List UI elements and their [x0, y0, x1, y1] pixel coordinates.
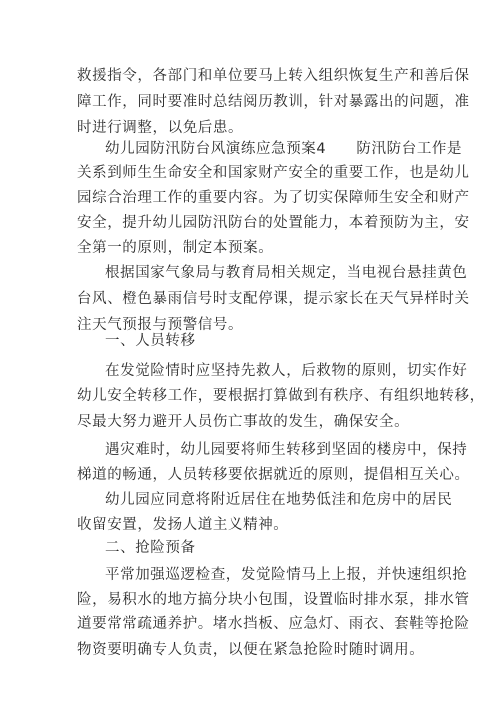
section-heading-rescue-preparation: 二、抢险预备	[105, 540, 196, 556]
text-line: 障工作，同时要准时总结阅历教训，针对暴露出的问题，准	[77, 94, 470, 110]
text-line: 物资要明确专人负责，以便在紧急抢险时随时调用。	[77, 642, 425, 658]
text-line: 全第一的原则，制定本预案。	[77, 240, 274, 256]
text-line: 关系到师生生命安全和国家财产安全的重要工作，也是幼儿	[77, 165, 470, 181]
text-line: 平常加强巡逻检查，发觉险情马上上报，并快速组织抢	[105, 567, 468, 583]
text-line: 尽最大努力避开人员伤亡事故的发生，确保安全。	[77, 414, 410, 430]
text-line: 遇灾难时，幼儿园要将师生转移到坚固的楼房中，保持	[105, 442, 468, 458]
section-heading-personnel-transfer: 一、人员转移	[105, 333, 196, 349]
text-line: 时进行调整，以免后患。	[77, 120, 244, 136]
section-title-line: 幼儿园防汛防台风演练应急预案4 防汛防台工作是	[105, 141, 463, 157]
text-line: 梯道的畅通，人员转移要依据就近的原则，提倡相互关心。	[77, 467, 470, 483]
text-line: 在发觉险情时应坚持先救人，后救物的原则，切实作好	[105, 363, 468, 379]
text-line: 收留安置，发扬人道主义精神。	[77, 517, 289, 533]
text-line: 根据国家气象局与教育局相关规定，当电视台悬挂黄色	[105, 265, 468, 281]
text-line: 台风、橙色暴雨信号时支配停课，提示家长在天气异样时关	[77, 291, 470, 307]
text-line: 救援指令，各部门和单位要马上转入组织恢复生产和善后保	[77, 68, 470, 84]
text-line: 险，易积水的地方搞分块小包围，设置临时排水泵，排水管	[77, 592, 470, 608]
text-line: 注天气预报与预警信号。	[77, 317, 244, 333]
text-line: 园综合治理工作的重要内容。为了切实保障师生安全和财产	[77, 190, 470, 206]
text-line: 安全，提升幼儿园防汛防台的处置能力，本着预防为主，安	[77, 215, 470, 231]
text-line: 道要常常疏通养护。堵水挡板、应急灯、雨衣、套鞋等抢险	[77, 616, 470, 632]
text-line: 幼儿园应同意将附近居住在地势低洼和危房中的居民	[105, 492, 453, 508]
text-line: 幼儿安全转移工作，要根据打算做到有秩序、有组织地转移，	[77, 388, 485, 404]
